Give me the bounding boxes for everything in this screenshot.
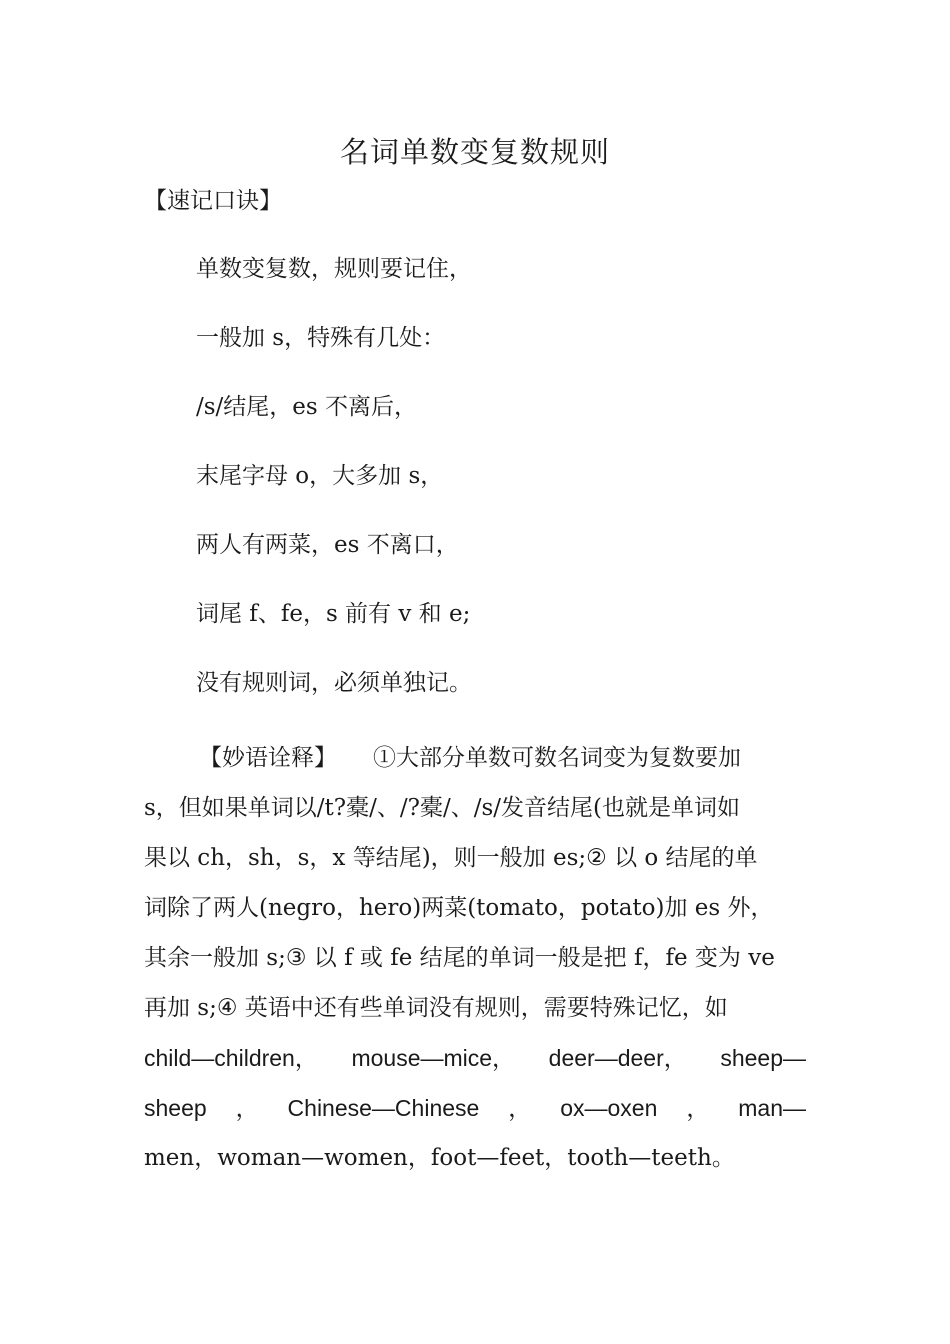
page-title: 名词单数变复数规则 (339, 135, 610, 169)
explanation-line: 果以 ch，sh，s，x 等结尾)，则一般加 es;② 以 o 结尾的单 (144, 845, 758, 871)
explanation-justified-line (144, 1033, 806, 1083)
separator: ， (235, 1095, 259, 1121)
separator: ， (686, 1095, 710, 1121)
word-pair: man— (738, 1095, 806, 1121)
separator: ， (508, 1095, 532, 1121)
word-pair: child—children， (144, 1045, 318, 1071)
explanation-paragraph (144, 733, 806, 1183)
explanation-line-1 (144, 733, 806, 783)
word-pair: deer—deer， (548, 1045, 687, 1071)
explanation-line: 其余一般加 s;③ 以 f 或 fe 结尾的单词一般是把 f，fe 变为 ve (144, 945, 775, 971)
word-pair: mouse—mice， (351, 1045, 516, 1071)
explanation-heading: 【妙语诠释】 (199, 745, 337, 771)
rhyme-list (196, 250, 472, 733)
explanation-line: 再加 s;④ 英语中还有些单词没有规则，需要特殊记忆，如 (144, 995, 728, 1021)
word-pair: ox—oxen (560, 1095, 658, 1121)
explanation-justified-line (144, 1083, 806, 1133)
explanation-line: men，woman—women，foot—feet，tooth—teeth。 (144, 1145, 735, 1171)
word-pair: sheep (144, 1095, 207, 1121)
rhyme-line: 两人有两菜，es 不离口， (196, 532, 459, 558)
explanation-line: 词除了两人(negro，hero)两菜(tomato，potato)加 es 外， (144, 895, 774, 921)
rhyme-line: 单数变复数，规则要记住， (196, 256, 472, 282)
word-pair: sheep— (720, 1045, 806, 1071)
rhyme-line: 末尾字母 o，大多加 s， (196, 463, 444, 489)
explanation-line: s，但如果单词以/t?橐/、/?橐/、/s/发音结尾(也就是单词如 (144, 795, 740, 821)
rhyme-line: /s/结尾，es 不离后， (196, 394, 418, 420)
section-heading: 【速记口诀】 (144, 188, 282, 214)
word-pair: Chinese—Chinese (287, 1095, 480, 1121)
rhyme-line: 一般加 s，特殊有几处： (196, 325, 446, 351)
rhyme-line: 词尾 f、fe，s 前有 v 和 e; (196, 601, 471, 627)
rhyme-line: 没有规则词，必须单独记。 (196, 670, 472, 696)
explanation-text: ①大部分单数可数名词变为复数要加 (373, 745, 741, 771)
